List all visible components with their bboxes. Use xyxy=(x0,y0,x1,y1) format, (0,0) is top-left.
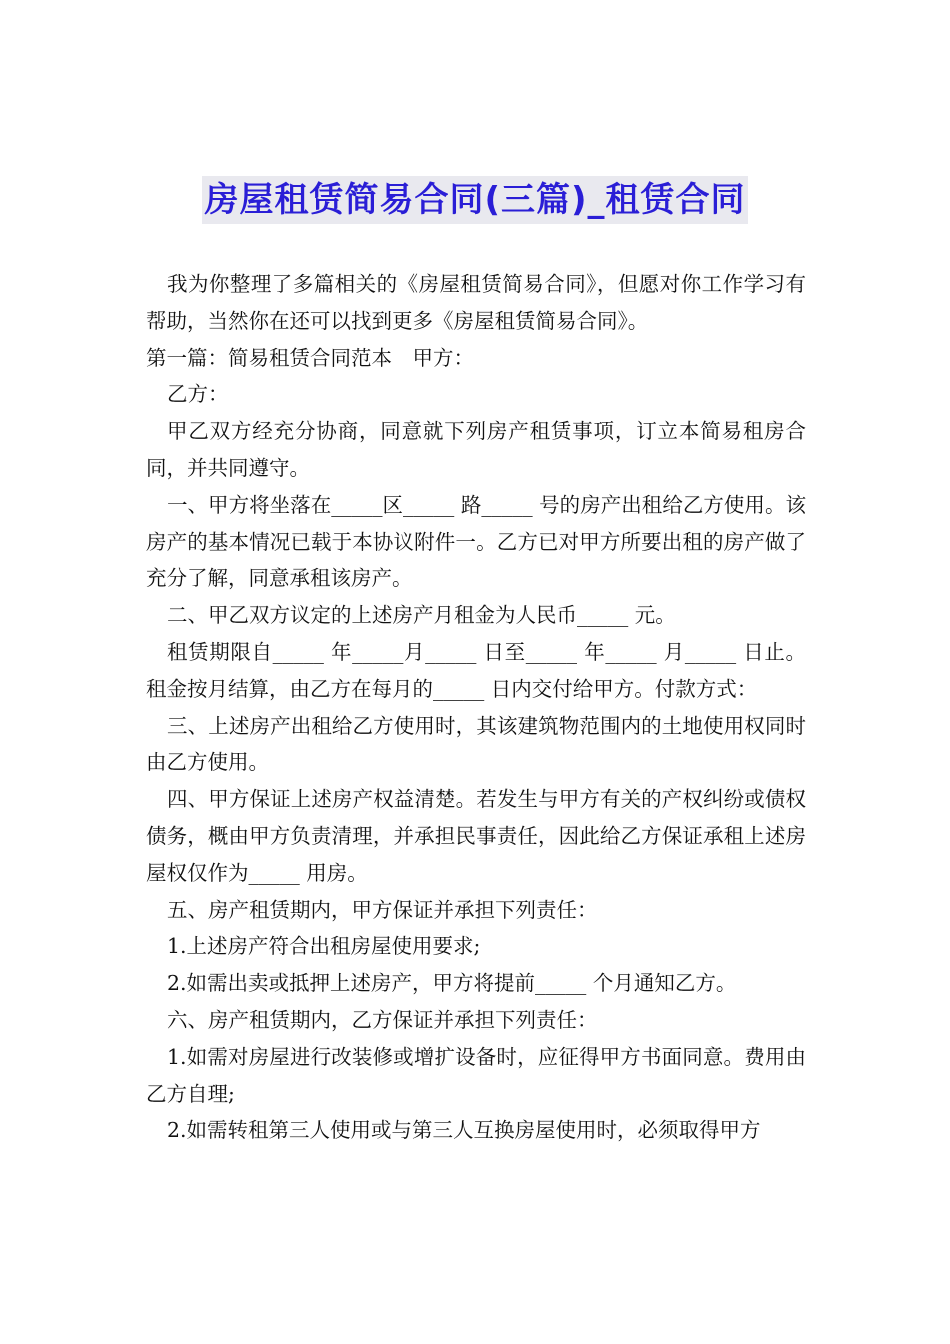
document-body xyxy=(146,266,806,1149)
paragraph-clause-5: 五、房产租赁期内，甲方保证并承担下列责任： xyxy=(167,897,598,922)
paragraph-clause-1: 一、甲方将坐落在_____区_____ 路_____ 号的房产出租给乙方使用。该房产的基本情况已载于本协议附件一。乙方已对甲方所要出租的房产做了充分了解，同意承租该房产。 xyxy=(146,492,806,591)
document-title: 房屋租赁简易合同(三篇)_租赁合同 xyxy=(202,176,747,224)
paragraph-clause-4: 四、甲方保证上述房产权益清楚。若发生与甲方有关的产权纠纷或债权债务，概由甲方负责清理，并承担民事责任，因此给乙方保证承租上述房屋权仅作为_____ 用房。 xyxy=(146,787,806,885)
paragraph-intro: 我为你整理了多篇相关的《房屋租赁简易合同》，但愿对你工作学习有帮助，当然你在还可以找到更多《房屋租赁简易合同》。 xyxy=(146,272,806,333)
paragraph-clause-6: 六、房产租赁期内，乙方保证并承担下列责任： xyxy=(167,1007,598,1032)
paragraph-section-heading: 第一篇：简易租赁合同范本 甲方： xyxy=(146,345,474,370)
paragraph-clause-5-item-1: 1.上述房产符合出租房屋使用要求; xyxy=(167,934,481,959)
paragraph-lease-term: 租赁期限自_____ 年_____月_____ 日至_____ 年_____ 月_____ 日止。租金按月结算，由乙方在每月的_____ 日内交付给甲方。付款方式： xyxy=(146,639,806,701)
paragraph-clause-6-item-1: 1.如需对房屋进行改装修或增扩设备时，应征得甲方书面同意。费用由乙方自理; xyxy=(146,1044,806,1106)
paragraph-clause-5-item-2: 2.如需出卖或抵押上述房产，甲方将提前_____ 个月通知乙方。 xyxy=(167,971,737,996)
paragraph-party-b: 乙方： xyxy=(167,382,229,407)
paragraph-clause-3: 三、上述房产出租给乙方使用时，其该建筑物范围内的土地使用权同时由乙方使用。 xyxy=(146,713,806,775)
title-wrap xyxy=(0,176,950,224)
paragraph-clause-2: 二、甲乙双方议定的上述房产月租金为人民币_____ 元。 xyxy=(167,603,676,628)
paragraph-agreement: 甲乙双方经充分协商，同意就下列房产租赁事项，订立本简易租房合同，并共同遵守。 xyxy=(146,419,806,480)
paragraph-clause-6-item-2: 2.如需转租第三人使用或与第三人互换房屋使用时，必须取得甲方 xyxy=(167,1118,761,1143)
